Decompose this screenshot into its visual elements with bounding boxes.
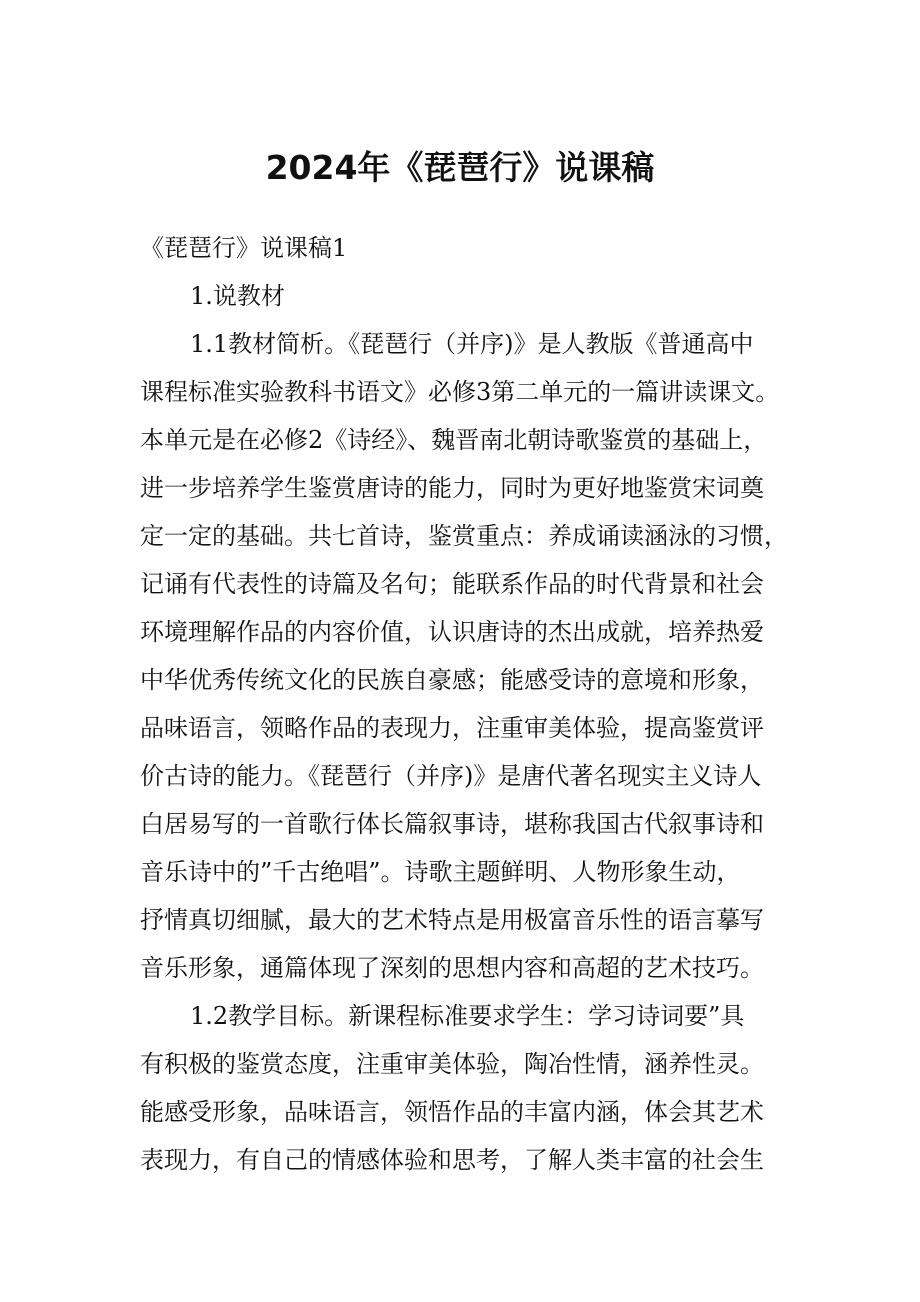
text-line: 记诵有代表性的诗篇及名句；能联系作品的时代背景和社会 [140, 570, 764, 598]
text-line: 抒情真切细腻，最大的艺术特点是用极富音乐性的语言摹写 [140, 906, 764, 934]
document-title: 2024年《琵琶行》说课稿 [265, 148, 655, 187]
text-line: 1.1教材简析。《琵琶行（并序)》是人教版《普通高中 [190, 330, 754, 358]
text-line: 有积极的鉴赏态度，注重审美体验，陶冶性情，涵养性灵。 [140, 1050, 764, 1078]
text-line: 表现力，有自己的情感体验和思考，了解人类丰富的社会生 [140, 1146, 764, 1174]
text-line: 中华优秀传统文化的民族自豪感；能感受诗的意境和形象， [140, 666, 764, 694]
text-line: 本单元是在必修2《诗经》、魏晋南北朝诗歌鉴赏的基础上， [140, 426, 768, 454]
text-line: 《琵琶行》说课稿1 [140, 234, 348, 262]
document-body [140, 224, 790, 1184]
text-line: 进一步培养学生鉴赏唐诗的能力，同时为更好地鉴赏宋词奠 [140, 474, 764, 502]
text-line: 课程标准实验教科书语文》必修3第二单元的一篇讲读课文。 [140, 378, 780, 406]
text-line: 定一定的基础。共七首诗，鉴赏重点：养成诵读涵泳的习惯， [140, 522, 788, 550]
text-line: 1.说教材 [190, 282, 285, 310]
text-line: 音乐诗中的”千古绝唱”。诗歌主题鲜明、人物形象生动， [140, 858, 741, 886]
text-line: 1.2教学目标。新课程标准要求学生：学习诗词要”具 [190, 1002, 745, 1030]
text-line: 价古诗的能力。《琵琶行（并序)》是唐代著名现实主义诗人 [140, 762, 762, 790]
text-line: 环境理解作品的内容价值，认识唐诗的杰出成就，培养热爱 [140, 618, 764, 646]
text-line: 音乐形象，通篇体现了深刻的思想内容和高超的艺术技巧。 [140, 954, 764, 982]
text-line: 能感受形象，品味语言，领悟作品的丰富内涵，体会其艺术 [140, 1098, 764, 1126]
text-line: 白居易写的一首歌行体长篇叙事诗，堪称我国古代叙事诗和 [140, 810, 764, 838]
text-line: 品味语言，领略作品的表现力，注重审美体验，提高鉴赏评 [140, 714, 764, 742]
